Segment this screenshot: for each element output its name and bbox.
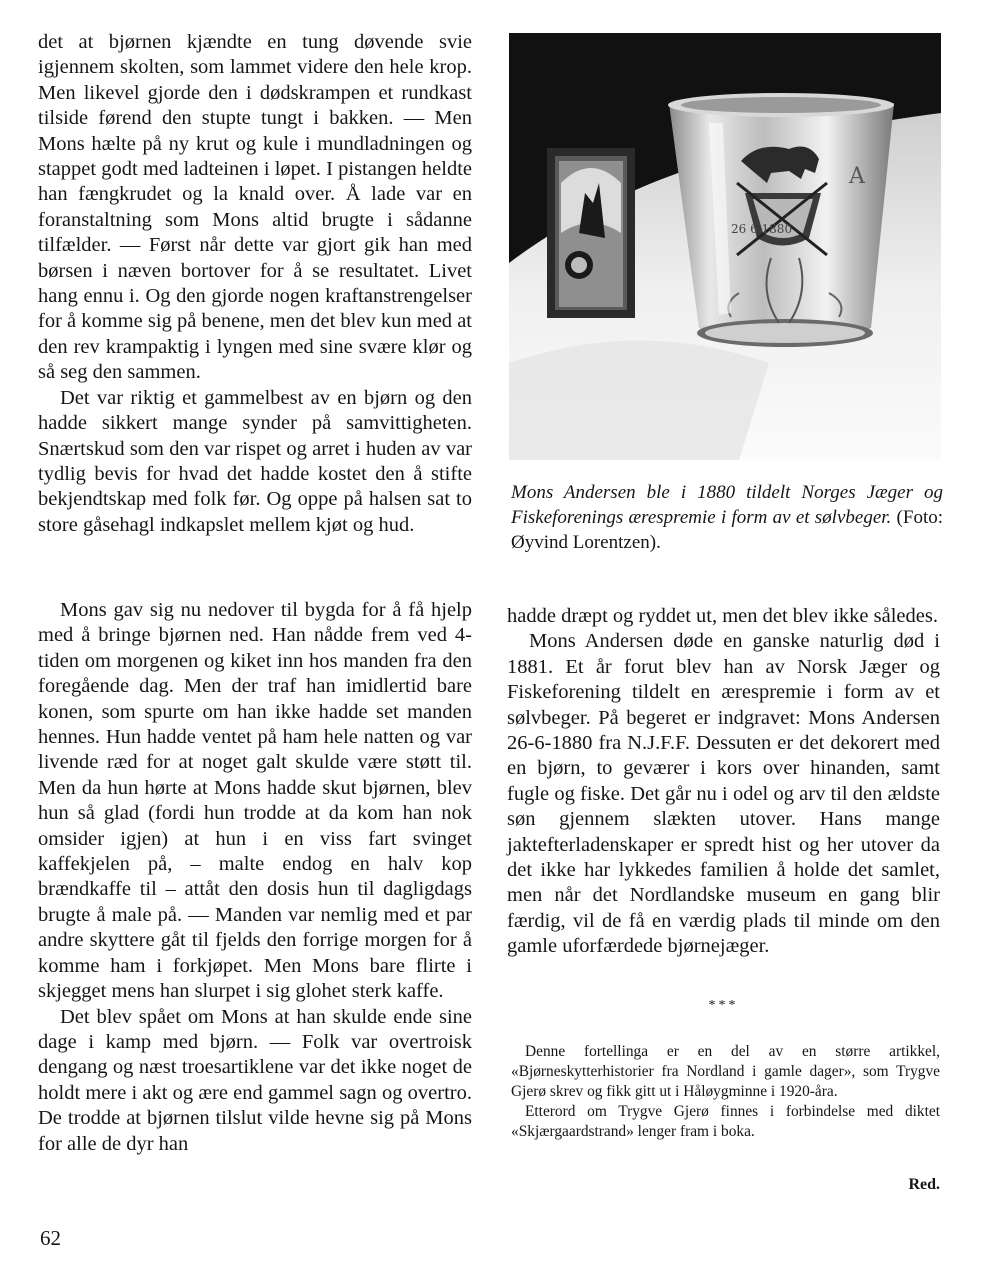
cup-engraving-date: 26 6 1880: [731, 222, 793, 236]
photo-illustration: [509, 33, 941, 460]
photo-caption: [511, 480, 943, 555]
right-column: [507, 604, 940, 960]
paragraph: Mons Andersen døde en ganske naturlig død i 1881. Et år forut blev han av Norsk Jæger og Fiskeforening tildelt en ærespremie i form av et sølvbeger. På begeret er indgravet: Mons Andersen 26-6-1880 fra N.J.F.F. Dessuten er det dekorert med en bjørn, to geværer i kors over hinanden, samt fugle og fiske. Det går nu i odel og arv til den ældste søn gjennem slækten utover. Hans mange jaktefterladenskaper er spredt hist og her utover da det ikke har lykkedes familien å holde det samlet, men når det Nordlandske museum en gang blir færdig, vil de få en værdig plads til minde om den gamle uforfærdede bjørnejæger.: [507, 630, 940, 958]
editor-signature: Red.: [908, 1176, 940, 1193]
page-number: 62: [40, 1226, 61, 1250]
silver-cup-photo: [509, 33, 941, 460]
cup-engraving-letter: A: [849, 164, 865, 189]
paragraph: Mons gav sig nu nedover til bygda for å få hjelp med å bringe bjørnen ned. Han nådde frem ved 4-tiden om morgenen og kiket inn hos manden fra den foregående dag. Men der traf han imidlertid bare konen, som spurte om han ikke hadde set manden hennes. Hun hadde ventet på ham hele natten og var livende ræd for at noget galt skulde være støtt til. Men da hun hørte at Mons hadde skut bjørnen, blev hun så glad (fordi hun trodde at da kom han nok omsider igjen) at hun i en viss fart svinget kaffekjelen på, – malte endog en halv kop brændkaffe til – attåt den dosis hun til dagligdags brugte å male på. — Manden var nemlig med et par andre skyttere gåt til fjelds den forrige morgen for å komme ham i forkjøpet. Men Mons bare flirte i skjegget mens han slurpet i sig glohet sterk kaffe.: [38, 599, 472, 1003]
matchbox: [547, 148, 635, 318]
note-paragraph: Etterord om Trygve Gjerø finnes i forbindelse med diktet «Skjærgaardstrand» lenger fram i boka.: [511, 1103, 940, 1140]
caption-text: Mons Andersen ble i 1880 tildelt Norges Jæger og Fiskeforenings ærespremie i form av et sølvbeger.: [511, 482, 943, 528]
left-column-bottom: [38, 598, 472, 1157]
section-separator: ***: [708, 998, 739, 1013]
left-column-top: [38, 30, 472, 538]
silver-cup: [668, 93, 894, 347]
note-paragraph: Denne fortellinga er en del av en større artikkel, «Bjørneskytterhistorier fra Nordland i gamle dager», som Trygve Gjerø skrev og fikk gitt ut i Håløygminne i 1920-åra.: [511, 1043, 940, 1100]
photo-credit: (Foto: Øyvind Lorentzen).: [511, 507, 943, 553]
paragraph: Det var riktig et gammelbest av en bjørn og den hadde sikkert mange synder på samvittigheten. Snærtskud som den var rispet og arret i huden av var tydlig bevis for hvad det hadde kostet den å stifte bekjendtskap med folk før. Og oppe på halsen sat to store gåsehagl indkapslet mellem kjøt og hud.: [38, 386, 472, 536]
paragraph: hadde dræpt og ryddet ut, men det blev ikke således.: [507, 605, 938, 627]
editor-note: [511, 1042, 940, 1142]
paragraph: Det blev spået om Mons at han skulde ende sine dage i kamp med bjørn. — Folk var overtroisk dengang og næst troesartiklene var det ikke noget de holdt mere i akt og ære end gammel sagn og overtro. De trodde at bjørnen tilslut vilde hevne sig på Mons for alle de dyr han: [38, 1005, 472, 1155]
paragraph: det at bjørnen kjændte en tung døvende svie igjennem skolten, som lammet videre den hele krop. Men likevel gjorde den i dødskrampen et rundkast tilside førend den stupte tungt i bakken. — Men Mons hælte på ny krut og kule i mundladningen og stappet godt med ladteinen i løpet. I pistangen heldte han fængkrudet og la knald over. Å lade var en foranstaltning som Mons altid brugte i sådanne tilfælder. — Først når dette var gjort gik han med børsen i næven bortover for å se resultatet. Livet hang ennu i. Og den gjorde nogen kraftanstrengelser for å komme sig på benene, men det blev kun med at den rev krampaktig i lyngen med sine svære klør og så seg den sammen.: [38, 31, 472, 384]
